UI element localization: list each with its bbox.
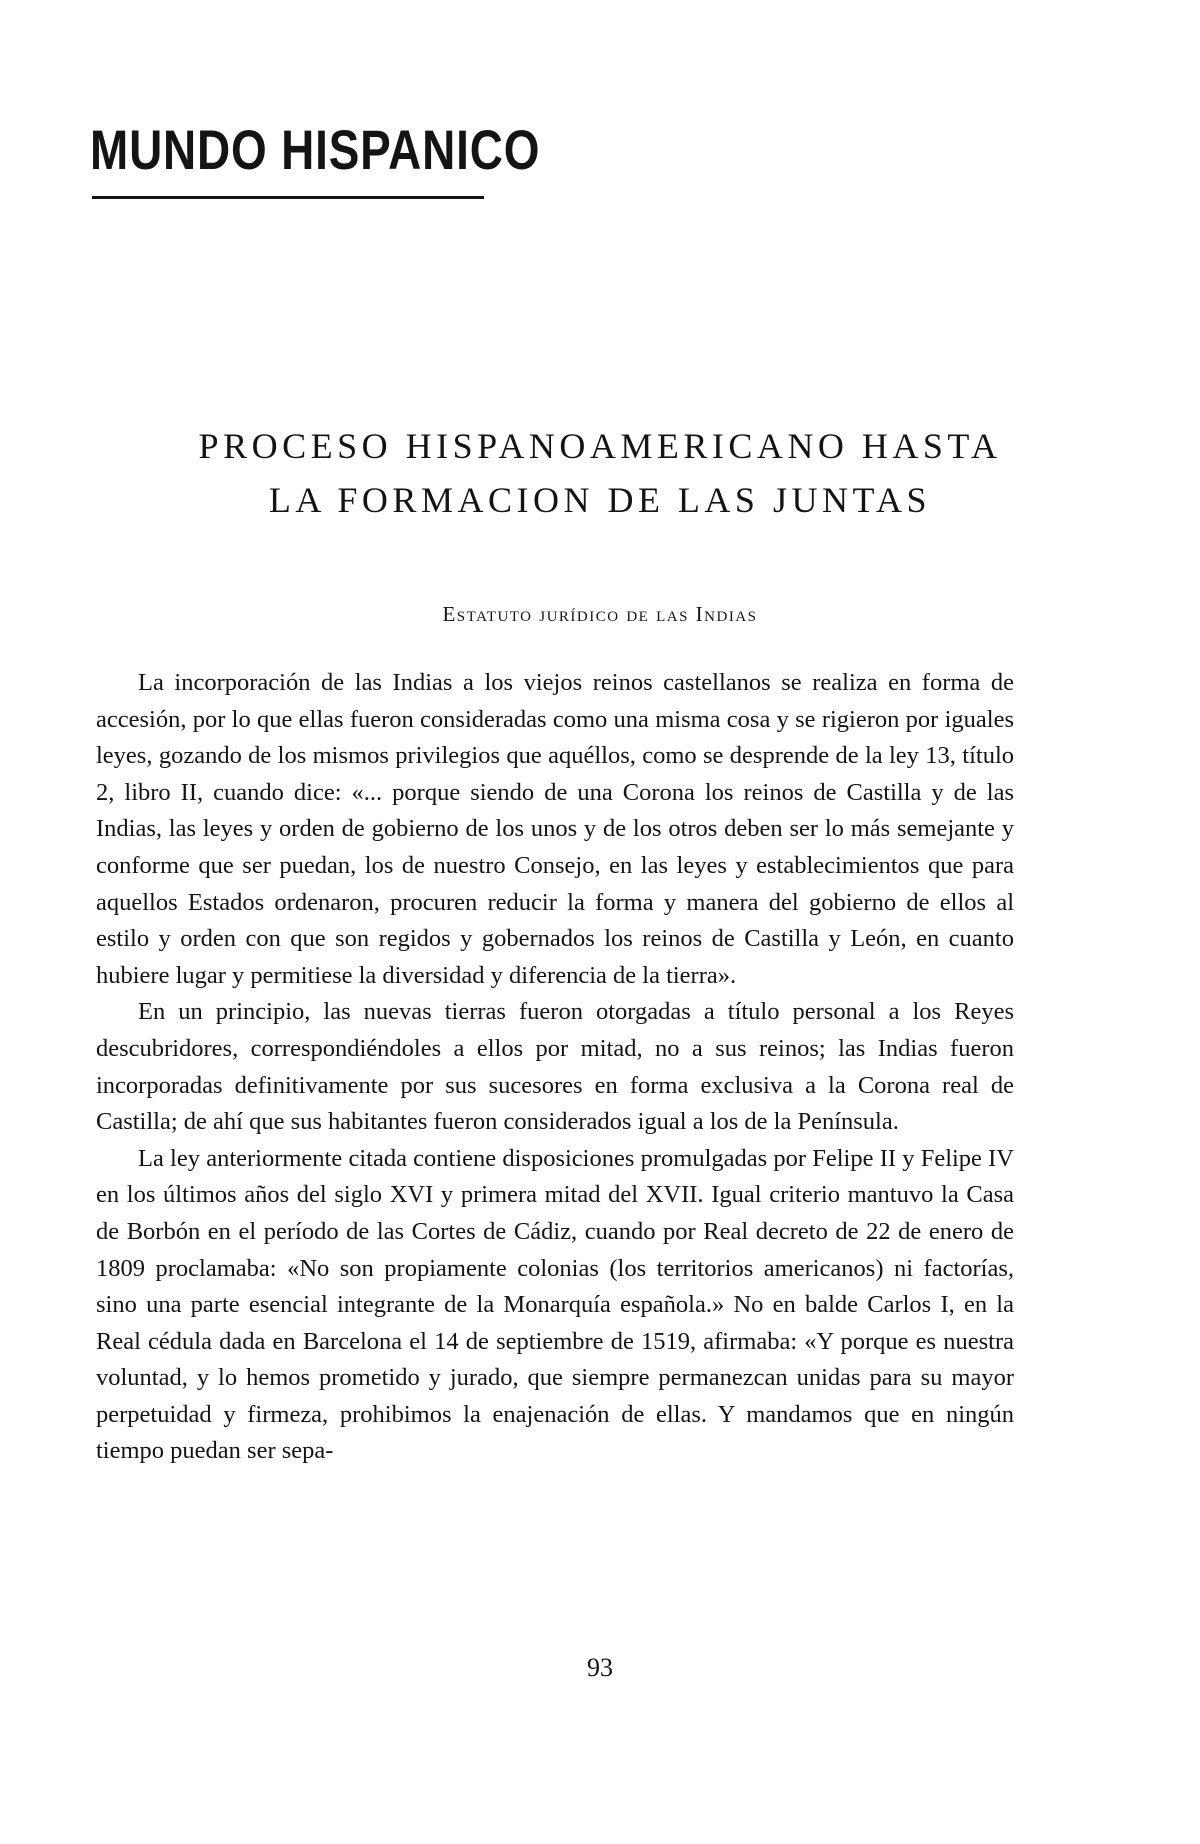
- masthead-rule: [92, 196, 484, 199]
- section-heading: Estatuto jurídico de las Indias: [442, 602, 758, 626]
- article-title-line-1: PROCESO HISPANOAMERICANO HASTA: [198, 426, 1002, 466]
- masthead-title: MUNDO HISPANICO: [90, 118, 541, 181]
- article-title-line-2: LA FORMACION DE LAS JUNTAS: [268, 480, 932, 520]
- paragraph-3: La ley anteriormente citada contiene disposiciones promulgadas por Felipe II y Felipe IV en los últimos años del siglo XVI y primera mitad del XVII. Igual criterio mantuvo la Casa de Borbón en el período de las Cortes de Cádiz, cuando por Real decreto de 22 de enero de 1809 proclamaba: «No son propiamente colonias (los territorios americanos) ni factorías, sino una parte esencial integrante de la Monarquía española.» No en balde Carlos I, en la Real cédula dada en Barcelona el 14 de septiembre de 1519, afirmaba: «Y porque es nuestra voluntad, y lo hemos prometido y jurado, que siempre permanezcan unidas para su mayor perpetuidad y firmeza, prohibimos la enajenación de ellas. Y mandamos que en ningún tiempo puedan ser sepa-: [96, 1144, 1014, 1465]
- paragraph-2: En un principio, las nuevas tierras fueron otorgadas a título personal a los Reyes descubridores, correspondiéndoles a ellos por mitad, no a sus reinos; las Indias fueron incorporadas definitivamente por sus sucesores en forma exclusiva a la Corona real de Castilla; de ahí que sus habitantes fueron considerados igual a los de la Península.: [96, 998, 1014, 1136]
- page-number: 93: [587, 1653, 613, 1682]
- article-body: [96, 665, 1014, 1470]
- paragraph-1: La incorporación de las Indias a los viejos reinos castellanos se realiza en forma de accesión, por lo que ellas fueron consideradas como una misma cosa y se rigieron por iguales leyes, gozando de los mismos privilegios que aquéllos, como se desprende de la ley 13, título 2, libro II, cuando dice: «... porque siendo de una Corona los reinos de Castilla y de las Indias, las leyes y orden de gobierno de los unos y de los otros deben ser lo más semejante y conforme que ser puedan, los de nuestro Consejo, en las leyes y establecimientos que para aquellos Estados ordenaron, procuren reducir la forma y manera del gobierno de ellos al estilo y orden con que son regidos y gobernados los reinos de Castilla y León, en cuanto hubiere lugar y permitiese la diversidad y diferencia de la tierra».: [96, 669, 1014, 989]
